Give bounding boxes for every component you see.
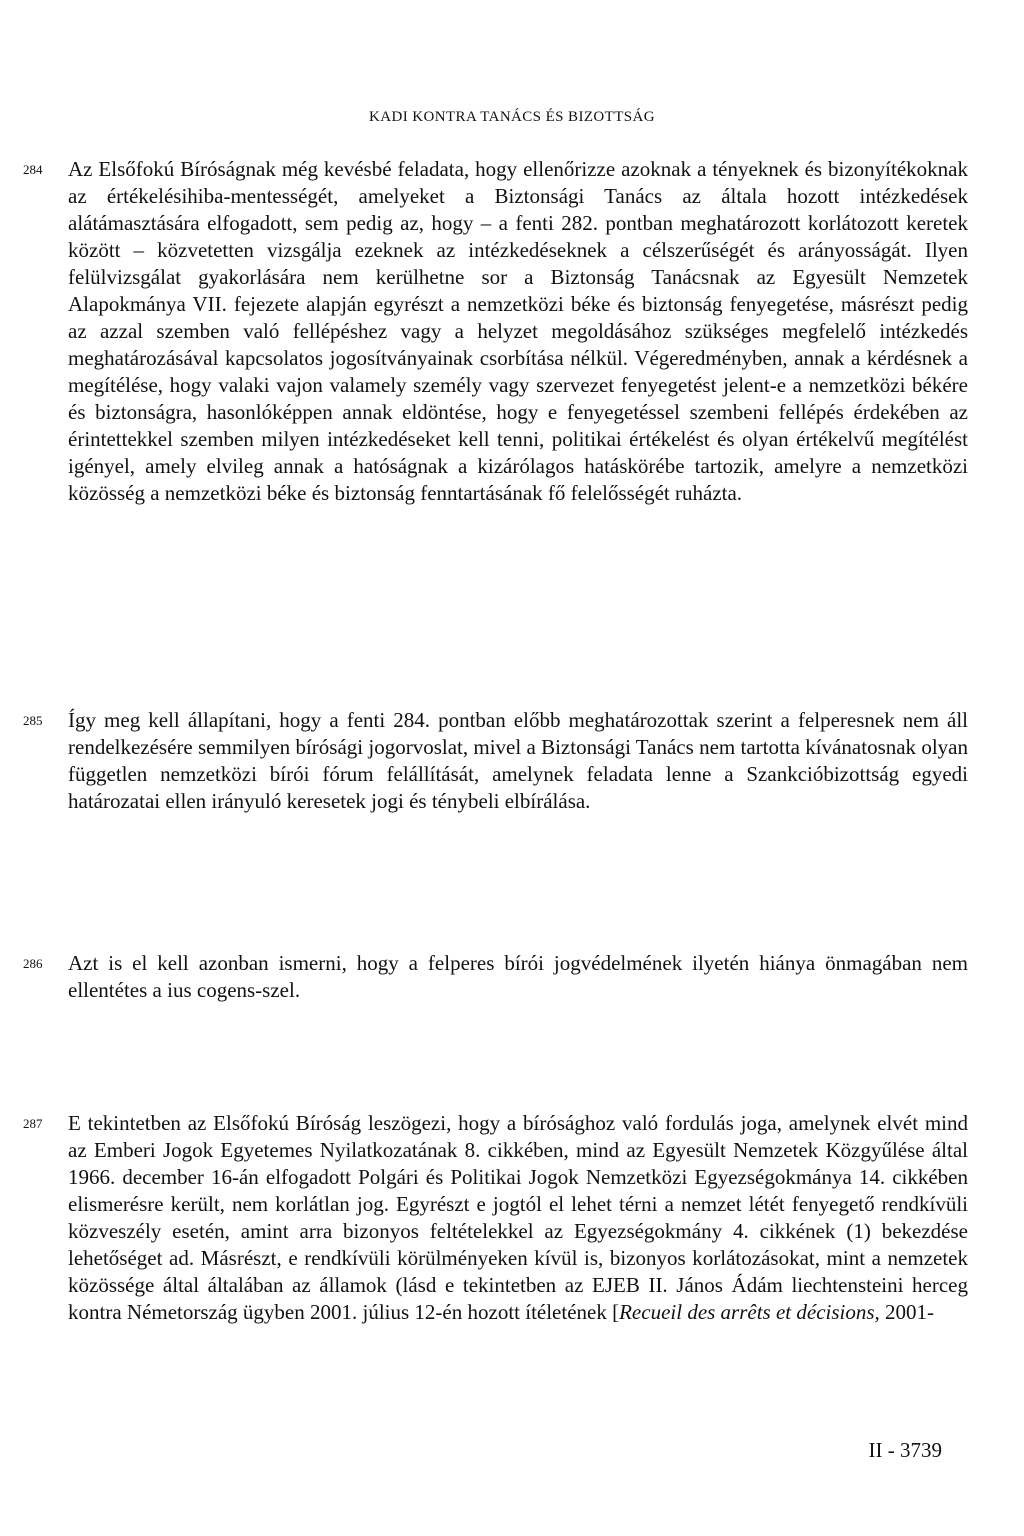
paragraph-285: [23, 707, 968, 815]
paragraph-286: [23, 950, 968, 1004]
paragraph-number: 284: [23, 162, 43, 177]
running-header: KADI KONTRA TANÁCS ÉS BIZOTTSÁG: [369, 109, 655, 125]
paragraph-text: [68, 1110, 968, 1326]
paragraph-text: Az Elsőfokú Bíróságnak még kevésbé feladata, hogy ellenőrizze azoknak a tényeknek és bizonyítékoknak az értékelésihiba-mentességét, amelyeket a Biztonsági Tanács az általa hozott intézkedések alátámasztására elfogadott, sem pedig az, hogy – a fenti 282. pontban meghatározott korlátozott keretek között – közvetetten vizsgálja ezeknek az intézkedéseknek a célszerűségét és arányosságát. Ilyen felülvizsgálat gyakorlására nem kerülhetne sor a Biztonság Tanácsnak az Egyesült Nemzetek Alapokmánya VII. fejezete alapján egyrészt a nemzetközi béke és biztonság fenyegetése, másrészt pedig az azzal szemben való fellépéshez vagy a helyzet megoldásához szükséges megfelelő intézkedés meghatározásával kapcsolatos jogosítványainak csorbítása nélkül. Végeredményben, annak a kérdésnek a megítélése, hogy valaki vajon valamely személy vagy szervezet fenyegetést jelent-e a nemzetközi békére és biztonságra, hasonlóképpen annak eldöntése, hogy e fenyegetéssel szembeni fellépés érdekében az érintettekkel szemben milyen intézkedéseket kell tenni, politikai értékelést és olyan értékelvű megítélést igényel, amely elvileg annak a hatóságnak a kizárólagos hatáskörébe tartozik, amelyre a nemzetközi közösség a nemzetközi béke és biztonság fenntartásának fő felelősségét ruházta.: [68, 157, 968, 505]
paragraph-text-tail: 2001-: [879, 1300, 935, 1324]
paragraph-284: [23, 156, 968, 507]
paragraph-number: 286: [23, 956, 43, 971]
paragraph-text-main: E tekintetben az Elsőfokú Bíróság leszögezi, hogy a bírósághoz való fordulás joga, amelynek elvét mind az Emberi Jogok Egyetemes Nyilatkozatának 8. cikkében, mind az Egyesült Nemzetek Közgyűlése által 1966. december 16-án elfogadott Polgári és Politikai Jogok Nemzetközi Egyezségokmánya 14. cikkében elismerésre került, nem korlátlan jog. Egyrészt e jogtól el lehet térni a nemzet létét fenyegető rendkívüli közveszély esetén, amint arra bizonyos feltételekkel az Egyezségokmány 4. cikkének (1) bekezdése lehetőséget ad. Másrészt, e rendkívüli körülményeken kívül is, bizonyos korlátozásokat, mint a nemzetek közössége által általában az államok (lásd e tekintetben az EJEB II. János Ádám liechtensteini herceg kontra Németország ügyben 2001. július 12-én hozott ítéletének [: [68, 1111, 968, 1324]
paragraph-287: [23, 1110, 968, 1326]
paragraph-number: 287: [23, 1116, 43, 1131]
paragraph-number: 285: [23, 713, 43, 728]
paragraph-text: Így meg kell állapítani, hogy a fenti 284. pontban előbb meghatározottak szerint a felperesnek nem áll rendelkezésére semmilyen bírósági jogorvoslat, mivel a Biztonsági Tanács nem tartotta kívánatosnak olyan független nemzetközi bírói fórum felállítását, amelynek feladata lenne a Szankcióbizottság egyedi határozatai ellen irányuló keresetek jogi és ténybeli elbírálása.: [68, 708, 968, 813]
paragraph-text: Azt is el kell azonban ismerni, hogy a felperes bírói jogvédelmének ilyetén hiánya önmagában nem ellentétes a ius cogens-szel.: [68, 951, 968, 1002]
citation-italic: Recueil des arrêts et décisions,: [619, 1300, 880, 1324]
page-number: II - 3739: [868, 1438, 942, 1462]
